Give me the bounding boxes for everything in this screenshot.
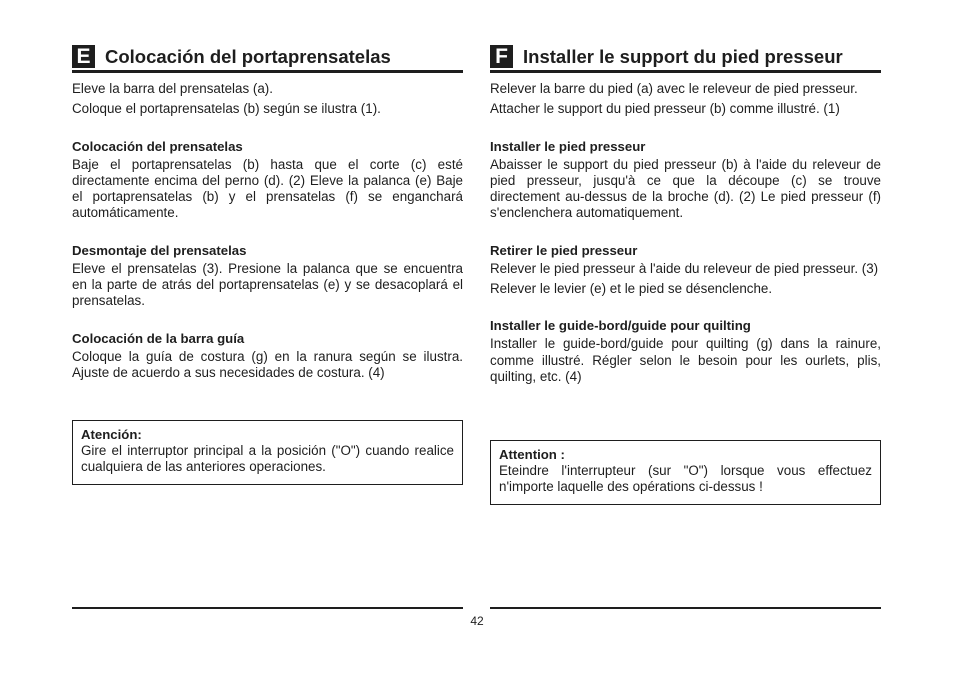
subheading: Retirer le pied presseur xyxy=(490,242,638,258)
intro-line-1: Eleve la barra del prensatelas (a). xyxy=(72,81,273,96)
intro-line-1: Relever la barre du pied (a) avec le releveur de pied presseur. xyxy=(490,81,858,96)
subheading: Desmontaje del prensatelas xyxy=(72,242,247,258)
footer-rule-right xyxy=(490,607,881,609)
warning-title: Attention : xyxy=(499,447,565,462)
paragraph: Relever le levier (e) et le pied se désenclenche. xyxy=(490,281,773,297)
footer-rule-left xyxy=(72,607,463,609)
warning-text: Gire el interruptor principal a la posición ("O") cuando realice cualquiera de las anteriores operaciones. xyxy=(81,443,454,475)
section-title: Colocación del portaprensatelas xyxy=(105,46,391,67)
column-french xyxy=(490,44,881,385)
warning-box-french xyxy=(490,440,881,505)
intro-line-2: Coloque el portaprensatelas (b) según se ilustra (1). xyxy=(72,101,381,117)
intro-line-2: Attacher le support du pied presseur (b) comme illustré. (1) xyxy=(490,101,840,117)
subheading: Colocación de la barra guía xyxy=(72,330,245,346)
paragraph: Eleve el prensatelas (3). Presione la palanca que se encuentra en la parte de atrás del portaprensatelas (e) y se desacoplará el prensatelas. xyxy=(72,260,463,309)
paragraph: Baje el portaprensatelas (b) hasta que el corte (c) esté directamente encima del perno (d). (2) Eleve la palanca (e) Baje el portaprensatelas (b) y el prensatelas (f) se enganchará automáticamente. xyxy=(72,156,463,221)
subheading: Installer le pied presseur xyxy=(490,138,646,154)
paragraph: Abaisser le support du pied presseur (b) à l'aide du releveur de pied presseur, jusqu'à ce que la découpe (c) se trouve directement au-dessus de la broche (d). (2) Le pied presseur (f) s'enclenchera automatiquement. xyxy=(490,156,881,221)
warning-title: Atención: xyxy=(81,427,142,442)
subheading: Colocación del prensatelas xyxy=(72,138,243,154)
language-badge-e: E xyxy=(72,45,95,68)
language-badge-f: F xyxy=(490,45,513,68)
paragraph: Coloque la guía de costura (g) en la ranura según se ilustra. Ajuste de acuerdo a sus necesidades de costura. (4) xyxy=(72,348,463,380)
section-title: Installer le support du pied presseur xyxy=(523,46,843,67)
paragraph: Installer le guide-bord/guide pour quilting (g) dans la rainure, comme illustré. Régler selon le besoin pour les ourlets, plis, quilting, etc. (4) xyxy=(490,336,881,384)
paragraph: Relever le pied presseur à l'aide du releveur de pied presseur. (3) xyxy=(490,260,879,276)
warning-box-spanish xyxy=(72,420,463,485)
section-header-spanish xyxy=(72,44,463,73)
page-number: 42 xyxy=(470,614,484,628)
column-spanish xyxy=(72,44,463,381)
subheading: Installer le guide-bord/guide pour quilting xyxy=(490,318,751,334)
section-header-french xyxy=(490,44,881,73)
warning-text: Eteindre l'interrupteur (sur "O") lorsque vous effectuez n'importe laquelle des opérations ci-dessus ! xyxy=(499,463,872,495)
